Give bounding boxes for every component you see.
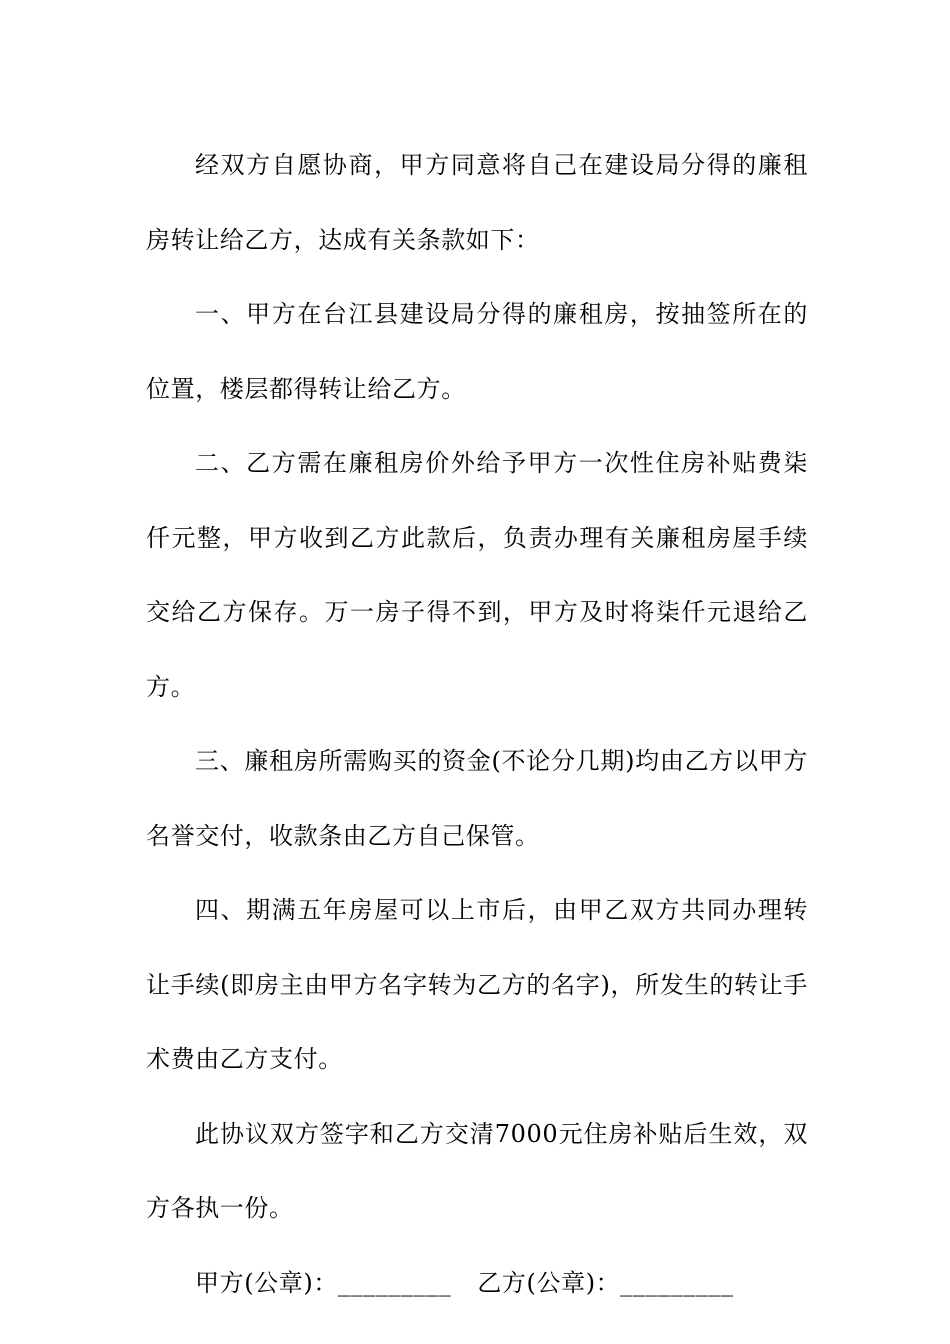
paragraph-clause-3: 三、廉租房所需购买的资金(不论分几期)均由乙方以甲方名誉交付，收款条由乙方自己保管。 [146,747,808,850]
paragraph-effective: 此协议双方签字和乙方交清7000元住房补贴后生效，双方各执一份。 [146,1119,808,1222]
signature-row [146,1246,808,1321]
party-b-signature: 乙方(公章)：_________ [477,1268,734,1297]
paragraph-clause-2: 二、乙方需在廉租房价外给予甲方一次性住房补贴费柒仟元整，甲方收到乙方此款后，负责办理有关廉租房屋手续交给乙方保存。万一房子得不到，甲方及时将柒仟元退给乙方。 [146,449,808,701]
party-a-signature: 甲方(公章)：_________ [195,1268,452,1297]
paragraph-clause-1: 一、甲方在台江县建设局分得的廉租房，按抽签所在的位置，楼层都得转让给乙方。 [146,300,808,403]
paragraph-clause-4: 四、期满五年房屋可以上市后，由甲乙双方共同办理转让手续(即房主由甲方名字转为乙方的名字)，所发生的转让手术费由乙方支付。 [146,896,808,1073]
agreement-body [146,128,808,1320]
paragraph-intro: 经双方自愿协商，甲方同意将自己在建设局分得的廉租房转让给乙方，达成有关条款如下： [146,151,808,254]
